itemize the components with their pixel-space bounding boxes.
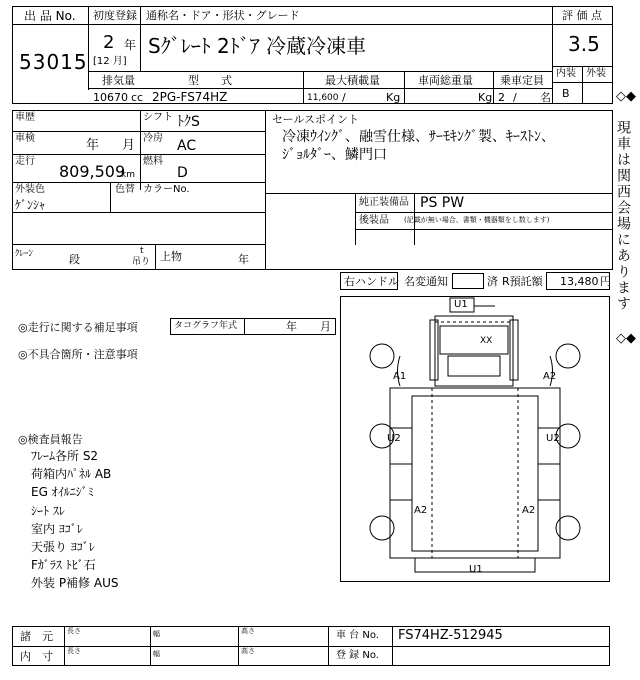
damage-mark: A2: [414, 505, 428, 516]
defects-label: ◎不具合箇所・注意事項: [18, 348, 138, 361]
color-change-label: 色替: [115, 184, 135, 195]
divider: [140, 110, 141, 190]
payload-slash: /: [342, 91, 346, 104]
payload-unit: Kg: [386, 91, 401, 104]
crane-lift: 吊り: [132, 257, 151, 267]
aftermarket-label: 後装品: [359, 215, 389, 226]
name-change-box: [452, 273, 484, 289]
divider: [552, 6, 553, 104]
sales-point-label: セールスポイント: [272, 113, 360, 126]
divider: [265, 193, 355, 194]
year-unit: 年: [124, 38, 137, 52]
divider: [404, 71, 405, 104]
capacity-value: 2: [498, 91, 505, 104]
damage-mark: U1: [454, 299, 468, 310]
fuel-value: D: [177, 165, 188, 181]
gross-weight-unit: Kg: [478, 91, 493, 104]
inspector-item: 室内 ﾖｺﾞﾚ: [31, 522, 83, 536]
divider: [12, 154, 265, 155]
divider: [12, 131, 265, 132]
capacity-label: 乗車定員: [500, 74, 544, 87]
divider: [150, 626, 151, 666]
crane-stage: 段: [69, 253, 80, 266]
driving-notes-label: ◎走行に関する補足事項: [18, 321, 138, 334]
divider: [12, 646, 610, 647]
interior-label: 内装: [556, 68, 576, 79]
recycle-unit: 円: [600, 275, 611, 288]
inspector-item: ｼｰﾄ ｽﾚ: [31, 504, 65, 518]
score-value: 3.5: [568, 32, 600, 56]
inspector-item: ﾌﾚｰﾑ各所 S2: [31, 449, 99, 463]
tachograph-year: 年: [286, 320, 297, 333]
width-label: 幅: [153, 630, 160, 638]
divider: [88, 24, 552, 25]
first-reg-month: [12 月]: [93, 56, 127, 67]
height-label: 高さ: [241, 627, 255, 635]
upper-year: 年: [238, 253, 249, 266]
ext-color-value: ｹﾞﾝｼｬ: [15, 198, 46, 212]
divider: [12, 24, 88, 25]
divider: [88, 71, 552, 72]
sales-point-line1: 冷凍ｳｲﾝｸﾞ、融雪仕様、ｻｰﾓｷﾝｸﾞ製、ｷｰｽﾄﾝ、: [282, 129, 555, 145]
divider: [110, 182, 111, 212]
chassis-label: 車 台 No.: [336, 630, 379, 641]
capacity-unit: 名: [540, 91, 551, 104]
divider: [355, 193, 356, 245]
inspection-year: 年: [86, 138, 100, 153]
history-label: 車歴: [15, 112, 35, 123]
divider: [552, 24, 613, 25]
inspector-item: 天張り ﾖｺﾞﾚ: [31, 540, 95, 554]
divider: [493, 71, 494, 104]
name-change-label: 名変通知: [404, 275, 448, 288]
lot-number: 53015: [19, 50, 88, 74]
capacity-slash: /: [513, 91, 517, 104]
side-banner-bottom: ◇◆: [616, 331, 636, 346]
model-label: 型 式: [188, 74, 232, 87]
divider: [88, 88, 552, 89]
upper-label: 上物: [160, 250, 182, 263]
crane-ton: t: [140, 246, 144, 256]
inspection-label: 車検: [15, 133, 35, 144]
ac-label: 冷房: [143, 133, 163, 144]
inspector-item: EG ｵｲﾙﾆｼﾞﾐ: [31, 485, 94, 499]
displacement-label: 排気量: [102, 74, 135, 87]
divider: [12, 244, 265, 245]
gross-weight-label: 車両総重量: [418, 74, 473, 87]
inspection-month: 月: [122, 138, 136, 153]
mileage-label: 走行: [15, 156, 35, 167]
damage-mark: U1: [469, 564, 483, 575]
displacement-unit: cc: [131, 91, 144, 104]
mileage-value: 809,509: [59, 162, 126, 181]
divider: [12, 212, 265, 213]
inspector-item: 外装 P補修 AUS: [31, 576, 119, 590]
damage-mark: A2: [543, 371, 557, 382]
inspector-item: Fｶﾞﾗｽ ﾄﾋﾞ石: [31, 558, 96, 572]
sales-point-line2: ｼﾞｮﾙﾀﾞｰ、鱗門口: [282, 147, 387, 163]
divider: [355, 193, 613, 194]
divider: [355, 229, 613, 230]
recycle-prefix: 済: [487, 275, 498, 288]
genuine-equipment-value: PS PW: [420, 195, 465, 211]
inner-dims-row-label: 内 寸: [20, 650, 53, 663]
color-code-label: カラーNo.: [143, 184, 190, 195]
side-banner-text: 現車は関西会場にあります: [615, 120, 631, 312]
crane-label: ｸﾚｰﾝ: [15, 249, 34, 259]
first-reg-label: 初度登録: [93, 9, 137, 22]
divider: [88, 6, 89, 90]
damage-mark: A1: [393, 371, 407, 382]
divider: [238, 626, 239, 666]
damage-mark: A2: [522, 505, 536, 516]
exterior-label: 外装: [586, 68, 606, 79]
vehicle-name-label: 通称名・ドア・形状・グレード: [146, 9, 300, 22]
rhd-label: 右ハンドル: [344, 275, 399, 288]
truck-diagram: [340, 296, 610, 582]
divider: [328, 626, 329, 666]
divider: [582, 66, 583, 104]
divider: [64, 626, 65, 666]
chassis-number: FS74HZ-512945: [398, 628, 503, 643]
recycle-amount: 13,480: [560, 275, 599, 288]
payload-value: 11,600: [307, 93, 339, 103]
length-label-2: 長さ: [67, 647, 81, 655]
inspector-report-label: ◎検査員報告: [18, 433, 83, 446]
divider: [355, 212, 613, 213]
divider: [265, 110, 266, 270]
lot-label: 出 品 No.: [24, 9, 76, 23]
vehicle-name: Sｸﾞﾚｰﾄ 2ﾄﾞｱ 冷蔵冷凍車: [148, 34, 367, 58]
recycle-label: R預託額: [502, 275, 543, 288]
genuine-equipment-label: 純正装備品: [359, 197, 409, 208]
divider: [140, 6, 141, 71]
ac-value: AC: [177, 138, 197, 154]
width-label-2: 幅: [153, 650, 160, 658]
divider: [303, 71, 304, 104]
mileage-unit: km: [121, 170, 135, 180]
aftermarket-note: (記載が無い場合、書類・機器類をし数します): [404, 216, 550, 224]
displacement-value: 10670: [93, 91, 128, 104]
damage-mark: XX: [480, 336, 493, 346]
length-label: 長さ: [67, 627, 81, 635]
tachograph-label: タコグラフ年式: [174, 321, 238, 331]
model-value: 2PG-FS74HZ: [152, 90, 228, 104]
divider: [12, 182, 265, 183]
registration-label: 登 録 No.: [336, 650, 379, 661]
payload-label: 最大積載量: [325, 74, 380, 87]
score-label: 評 価 点: [562, 9, 602, 22]
specs-row-label: 諸 元: [20, 630, 53, 643]
divider: [392, 626, 393, 666]
inspector-item: 荷箱内ﾊﾟﾈﾙ AB: [31, 467, 112, 481]
damage-mark: U2: [546, 433, 560, 444]
divider: [155, 244, 156, 270]
fuel-label: 燃料: [143, 156, 163, 167]
shift-label: シフト: [143, 112, 173, 123]
divider: [244, 318, 245, 335]
ext-color-label: 外装色: [15, 184, 45, 195]
first-reg-year: 2: [103, 32, 115, 53]
damage-mark: U2: [387, 433, 401, 444]
tachograph-month: 月: [320, 320, 331, 333]
shift-value: ﾄｸS: [177, 114, 200, 130]
interior-grade: B: [562, 87, 570, 100]
height-label-2: 高さ: [241, 647, 255, 655]
side-banner-top: ◇◆: [616, 89, 636, 104]
